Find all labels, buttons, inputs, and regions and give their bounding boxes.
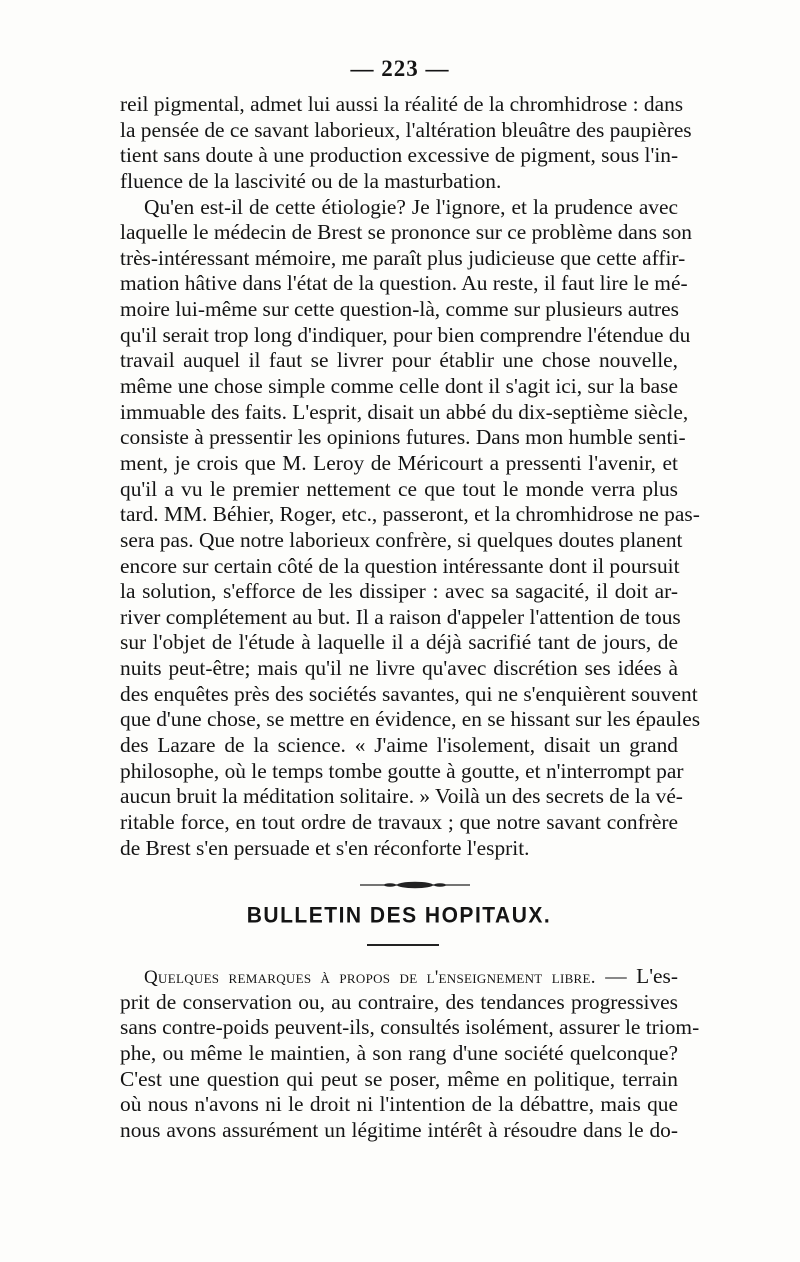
text-line: des enquêtes près des sociétés savantes, qui ne s'enquièrent souvent <box>120 681 698 706</box>
text-line <box>120 964 678 990</box>
text-line: de Brest s'en persuade et s'en réconforte l'esprit. <box>120 835 530 860</box>
text-line: qu'il a vu le premier nettement ce que tout le monde verra plus <box>120 476 678 501</box>
text-line: mation hâtive dans l'état de la question. Au reste, il faut lire le mé- <box>120 271 688 296</box>
text-line: Qu'en est-il de cette étiologie? Je l'ignore, et la prudence avec <box>144 194 678 219</box>
text-line: la solution, s'efforce de les dissiper : avec sa sagacité, il doit ar- <box>120 579 678 604</box>
text-line: consiste à pressentir les opinions futures. Dans mon humble senti- <box>120 425 686 450</box>
page-number: — 223 — <box>350 56 450 81</box>
text-line: sur l'objet de l'étude à laquelle il a déjà sacrifié tant de jours, de <box>120 630 678 655</box>
text-line: des Lazare de la science. « J'aime l'isolement, disait un grand <box>120 733 678 758</box>
text-line: où nous n'avons ni le droit ni l'intention de la débattre, mais que <box>120 1092 678 1117</box>
text-line: laquelle le médecin de Brest se prononce sur ce problème dans son <box>120 220 693 245</box>
text-line: reil pigmental, admet lui aussi la réalité de la chromhidrose : dans <box>120 92 684 116</box>
text-line: nous avons assurément un légitime intérêt à résoudre dans le do- <box>120 1117 678 1142</box>
text-line: ment, je crois que M. Leroy de Méricourt a pressenti l'avenir, et <box>120 450 678 475</box>
heading-rule <box>367 944 439 946</box>
text-line: moire lui-même sur cette question-là, comme sur plusieurs autres <box>120 297 679 322</box>
text-line: très-intéressant mémoire, me paraît plus judicieuse que cette affir- <box>120 245 686 270</box>
text-line: tard. MM. Béhier, Roger, etc., passeront, et la chromhidrose ne pas- <box>120 502 700 527</box>
ornamental-rule <box>360 881 470 889</box>
section-heading: BULLETIN DES HOPITAUX. <box>246 903 552 928</box>
text-line: philosophe, où le temps tombe goutte à goutte, et n'interrompt par <box>120 758 684 783</box>
text-line: qu'il serait trop long d'indiquer, pour bien comprendre l'étendue du <box>120 322 691 347</box>
body-text-bottom <box>120 964 700 1143</box>
text-line: tient sans doute à une production excessive de pigment, sous l'in- <box>120 143 679 168</box>
text-line: river complétement au but. Il a raison d'appeler l'attention de tous <box>120 604 681 629</box>
article-lead: Quelques remarques à propos de l'enseignement libre. <box>144 967 596 988</box>
text-line: immuable des faits. L'esprit, disait un abbé du dix-septième siècle, <box>120 399 689 424</box>
body-text-top <box>120 92 701 861</box>
text-line: C'est une question qui peut se poser, même en politique, terrain <box>120 1066 678 1091</box>
text-line: ritable force, en tout ordre de travaux ; que notre savant confrère <box>120 809 678 834</box>
text-line: encore sur certain côté de la question intéressante dont il poursuit <box>120 553 680 578</box>
text-line: même une chose simple comme celle dont il s'agit ici, sur la base <box>120 374 678 399</box>
text-line: nuits peut-être; mais qu'il ne livre qu'avec discrétion ses idées à <box>120 656 678 681</box>
text-line: la pensée de ce savant laborieux, l'altération bleuâtre des paupières <box>120 117 692 142</box>
text-run: — L'es- <box>595 964 678 988</box>
text-line: que d'une chose, se mettre en évidence, en se hissant sur les épaules <box>120 707 701 732</box>
text-line: travail auquel il faut se livrer pour établir une chose nouvelle, <box>120 348 678 373</box>
text-line: sera pas. Que notre laborieux confrère, si quelques doutes planent <box>120 527 683 552</box>
text-line: prit de conservation ou, au contraire, des tendances progressives <box>120 989 678 1014</box>
text-line: phe, ou même le maintien, à son rang d'une société quelconque? <box>120 1040 678 1065</box>
text-line: sans contre-poids peuvent-ils, consultés isolément, assurer le triom- <box>120 1015 700 1040</box>
text-line: fluence de la lascivité ou de la masturbation. <box>120 168 502 193</box>
text-line: aucun bruit la méditation solitaire. » Voilà un des secrets de la vé- <box>120 784 683 809</box>
